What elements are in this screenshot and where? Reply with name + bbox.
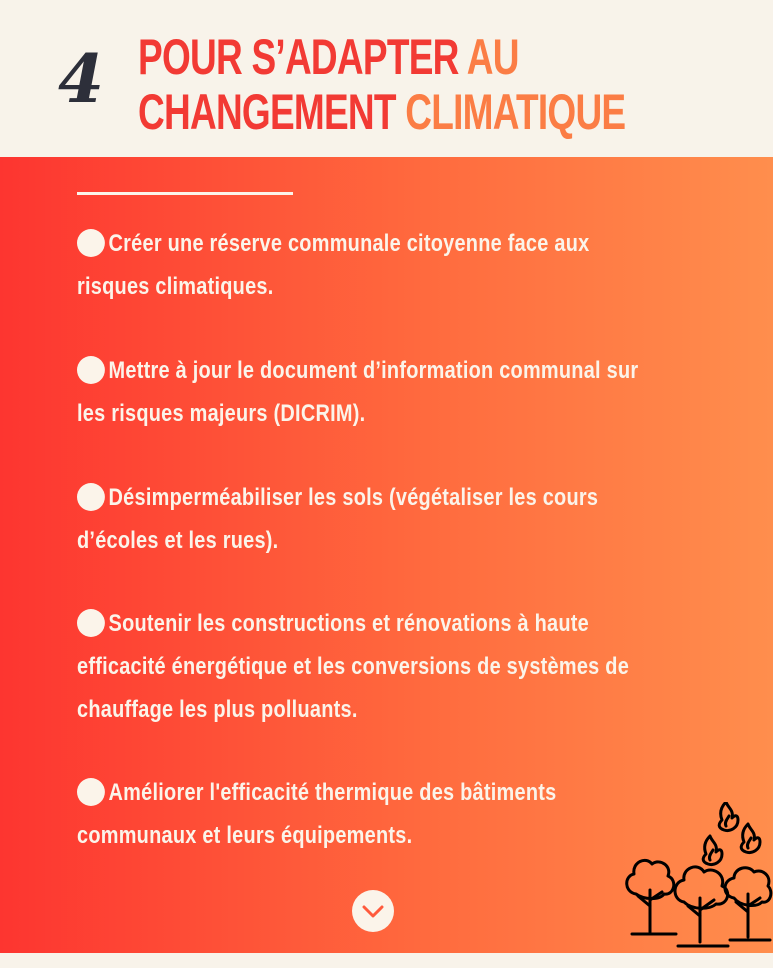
list-item-text: Créer une réserve communale citoyenne face aux risques climatiques.	[77, 230, 590, 300]
title-orange-part: CLIMATIQUE	[405, 84, 626, 140]
list-item	[77, 222, 666, 308]
list-item	[77, 771, 666, 857]
list-item-text: Mettre à jour le document d’information communal sur les risques majeurs (DICRIM).	[77, 357, 639, 427]
bullet-icon	[77, 483, 105, 511]
measures-panel	[0, 157, 773, 953]
section-number-text: 4	[58, 50, 104, 110]
bullet-icon	[77, 778, 105, 806]
list-item-text: Soutenir les constructions et rénovations à haute efficacité énergétique et les conversions de systèmes de chauffage les plus polluants.	[77, 610, 630, 723]
burning-trees-icon	[618, 802, 773, 953]
list-item	[77, 476, 666, 562]
page-title-line-2	[138, 85, 625, 139]
bottom-strip	[0, 953, 773, 968]
scroll-down-button[interactable]	[352, 890, 394, 932]
list-item-text: Améliorer l'efficacité thermique des bâtiments communaux et leurs équipements.	[77, 779, 557, 849]
bullet-icon	[77, 609, 105, 637]
page-title-line-1	[138, 30, 519, 84]
list-item	[77, 349, 666, 435]
bullet-icon	[77, 229, 105, 257]
title-red-part: CHANGEMENT	[138, 84, 406, 140]
title-red-part: POUR S’ADAPTER	[138, 29, 467, 85]
divider	[77, 192, 293, 195]
section-header	[0, 0, 773, 157]
list-item-text: Désimperméabiliser les sols (végétaliser les cours d’écoles et les rues).	[77, 484, 599, 554]
title-orange-part: AU	[466, 29, 519, 85]
list-item	[77, 602, 666, 731]
section-number	[56, 50, 130, 110]
chevron-down-icon	[352, 890, 394, 932]
bullet-icon	[77, 356, 105, 384]
